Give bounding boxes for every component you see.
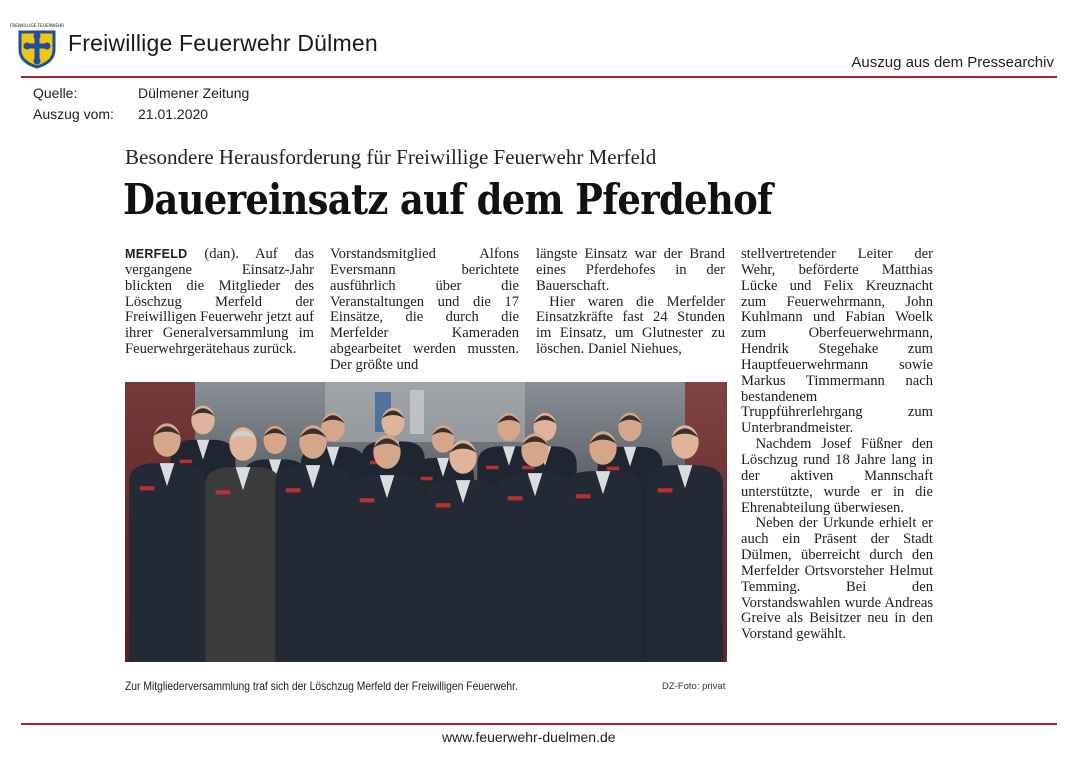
article-kicker: Besondere Herausforderung für Freiwillige Feuerwehr Merfeld: [125, 145, 657, 169]
uniform-badge: [436, 503, 451, 507]
uniform: [647, 465, 723, 662]
uniform: [129, 463, 205, 662]
article-paragraph: längste Einsatz war der Brand eines Pferdehofes in der Bauerschaft.: [536, 246, 725, 294]
article-paragraph: Vorstandsmitglied Alfons Eversmann berichtete ausführlich über die Veranstaltungen und die 17 Einsätze, die durch die Merfelder Kameraden abgearbeitet werden mussten. Der größte und: [330, 246, 519, 373]
article-paragraph: Nachdem Josef Füßner den Löschzug rund 18 Jahre lang in der aktiven Mannschaft unterstützte, wurde er in die Ehrenabteilung überwiesen.: [741, 436, 933, 516]
header-divider: [21, 76, 1057, 78]
svg-text:FREIWILLIGE FEUERWEHR: FREIWILLIGE FEUERWEHR: [9, 23, 65, 28]
dateline: MERFELD: [125, 247, 188, 261]
crest-logo: [9, 20, 65, 68]
uniform-badge: [180, 460, 193, 464]
uniform-badge: [486, 466, 498, 470]
source-label: Quelle:: [33, 85, 78, 101]
date-value: 21.01.2020: [138, 106, 209, 122]
brand-title: Freiwillige Feuerwehr Dülmen: [68, 30, 378, 56]
uniform-badge: [508, 496, 523, 500]
photo-credit: DZ-Foto: privat: [662, 681, 726, 692]
article-column-4: [741, 247, 933, 643]
uniform-badge: [216, 490, 231, 494]
uniform-badge: [658, 488, 673, 492]
date-label: Auszug vom:: [33, 106, 114, 122]
firefighters-group-photo: [125, 382, 727, 662]
photo-caption: Zur Mitgliederversammlung traf sich der Löschzug Merfeld der Freiwilligen Feuerwehr.: [125, 679, 518, 693]
uniform-badge: [360, 498, 375, 502]
paragraph-text: (dan). Auf das vergangene Einsatz-Jahr blickten die Mitglieder des Löschzug Merfeld der Freiwilligen Feuerwehr jetzt auf ihrer Generalversammlung im Feuerwehrgerätehaus zurück.: [125, 246, 314, 358]
uniform: [205, 467, 281, 662]
article-paragraph: [125, 247, 314, 358]
article-headline: Dauereinsatz auf dem Pferdehof: [123, 175, 773, 224]
uniform-badge: [140, 486, 155, 490]
equipment-bottle: [410, 390, 424, 434]
uniform-badge: [607, 467, 620, 471]
equipment-shelf: [325, 382, 525, 442]
uniform: [565, 471, 641, 662]
article-column-3: [536, 247, 725, 358]
article-column-2: [330, 247, 519, 374]
website-link[interactable]: www.feuerwehr-duelmen.de: [442, 729, 616, 745]
article-paragraph: Hier waren die Merfelder Einsatzkräfte fast 24 Stunden im Einsatz, um Glutnester zu löschen. Daniel Niehues,: [536, 293, 725, 358]
uniform: [349, 475, 425, 662]
article-paragraph: Neben der Urkunde erhielt er auch ein Präsent der Stadt Dülmen, überreicht durch den Merfelder Ortsvorsteher Helmut Temming. Bei den Vorstandswahlen wurde Andreas Greive als Beisitzer neu in den Vorstand gewählt.: [741, 515, 933, 643]
footer-divider: [21, 723, 1057, 725]
uniform: [497, 473, 573, 662]
uniform-badge: [421, 477, 433, 480]
archive-label: Auszug aus dem Pressearchiv: [851, 54, 1054, 71]
crest-icon: [9, 20, 65, 68]
article-paragraph: stellvertretender Leiter der Wehr, beförderte Matthias Lücke und Felix Kreuznacht zum Feuerwehrmann, John Kuhlmann und Fabian Woelk zum Oberfeuerwehrmann, Hendrik Stegehake zum Hauptfeuerwehrmann sowie Markus Timmermann nach bestandenem Truppführerlehrgang zum Unterbrandmeister.: [741, 246, 933, 437]
uniform-badge: [286, 488, 301, 492]
group-photo: [125, 382, 727, 662]
uniform: [275, 465, 351, 662]
uniform-badge: [576, 494, 591, 498]
source-value: Dülmener Zeitung: [138, 85, 250, 101]
article-column-1: [125, 247, 314, 358]
